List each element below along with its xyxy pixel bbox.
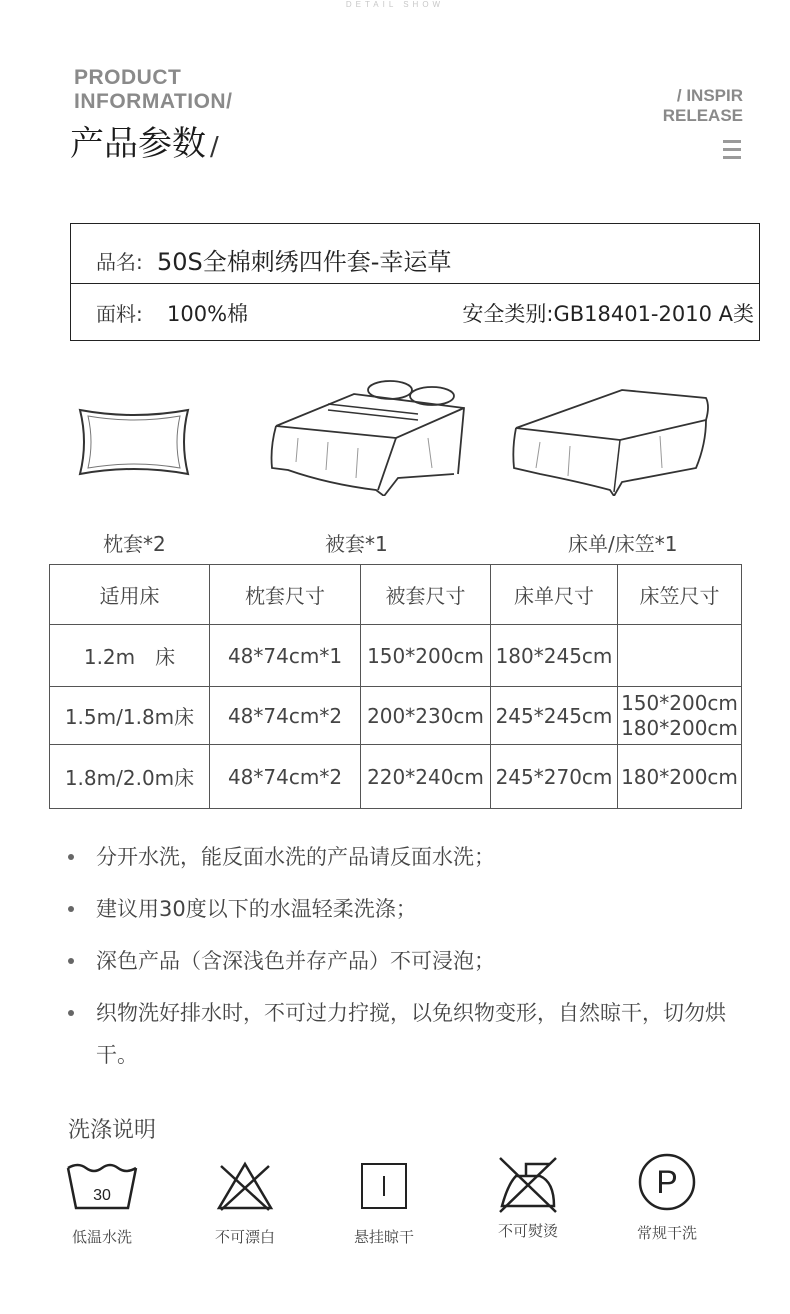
- care-notes: [66, 836, 746, 1086]
- wash-label: 不可熨烫: [497, 1222, 558, 1240]
- table-row: [50, 687, 742, 745]
- table-cell: 1.8m/2.0m床: [50, 745, 210, 809]
- wash-30-icon: [66, 1160, 138, 1212]
- page-title: [70, 116, 219, 165]
- care-note: 织物洗好排水时，不可过力拧搅，以免织物变形，自然晾干，切勿烘干。: [66, 992, 746, 1076]
- table-header: 枕套尺寸: [210, 565, 361, 625]
- top-tag: DETAIL SHOW: [345, 0, 445, 9]
- product-name-label: 品名:: [96, 250, 143, 274]
- inspir-line2: RELEASE: [662, 106, 743, 125]
- table-header: 适用床: [50, 565, 210, 625]
- pillowcase-icon: [74, 404, 196, 480]
- table-cell: 180*245cm: [491, 625, 618, 687]
- care-note: 建议用30度以下的水温轻柔洗涤；: [66, 888, 746, 930]
- table-cell: 245*270cm: [491, 745, 618, 809]
- page-title-text: 产品参数: [70, 124, 206, 164]
- table-cell: 1.5m/1.8m床: [50, 687, 210, 745]
- table-cell: 200*230cm: [361, 687, 491, 745]
- table-cell: 48*74cm*1: [210, 625, 361, 687]
- dry-clean-letter: P: [656, 1164, 678, 1200]
- english-title: [74, 66, 232, 114]
- table-header: 床单尺寸: [491, 565, 618, 625]
- table-cell: 48*74cm*2: [210, 745, 361, 809]
- wash-item-no-iron: [463, 1154, 593, 1241]
- table-cell: 180*200cm: [618, 745, 742, 809]
- english-title-line2: INFORMATION/: [74, 90, 233, 113]
- line-dry-icon: [358, 1160, 410, 1212]
- wash-label: 不可漂白: [214, 1228, 275, 1246]
- table-row: [50, 625, 742, 687]
- wash-item-dry-clean: [602, 1152, 732, 1243]
- product-name-value: 50S全棉刺绣四件套-幸运草: [157, 248, 452, 276]
- table-cell: [618, 625, 742, 687]
- wash-item-line-dry: [319, 1160, 449, 1247]
- bed-sheet-icon: [510, 384, 712, 496]
- size-table: [49, 564, 742, 809]
- table-cell: 245*245cm: [491, 687, 618, 745]
- product-name-row: [71, 224, 759, 284]
- item-label-sheet: 床单/床笠*1: [568, 532, 678, 556]
- no-bleach-icon: [215, 1160, 275, 1212]
- table-cell: 48*74cm*2: [210, 687, 361, 745]
- duvet-cover-icon: [268, 378, 474, 496]
- care-note: 分开水洗，能反面水洗的产品请反面水洗；: [66, 836, 746, 878]
- care-note: 深色产品（含深浅色并存产品）不可浸泡；: [66, 940, 746, 982]
- table-cell: 1.2m 床: [50, 625, 210, 687]
- table-header: 床笠尺寸: [618, 565, 742, 625]
- fabric-label: 面料:: [96, 302, 143, 326]
- table-header-row: [50, 565, 742, 625]
- table-row: [50, 745, 742, 809]
- wash-temp-number: 30: [93, 1187, 111, 1204]
- table-header: 被套尺寸: [361, 565, 491, 625]
- dry-clean-p-icon: [637, 1152, 697, 1212]
- fabric-value: 100%棉: [167, 302, 249, 326]
- wash-label: 悬挂晾干: [353, 1228, 414, 1246]
- wash-item-low-temp: [37, 1160, 167, 1247]
- page-title-slash: /: [210, 132, 219, 162]
- english-title-line1: PRODUCT: [74, 66, 182, 89]
- wash-item-no-bleach: [180, 1160, 310, 1247]
- table-cell: 150*200cm 180*200cm: [618, 687, 742, 745]
- table-cell: 150*200cm: [361, 625, 491, 687]
- item-label-duvet: 被套*1: [325, 532, 388, 556]
- item-label-pillowcase: 枕套*2: [103, 532, 166, 556]
- inspir-line1: / INSPIR: [676, 86, 743, 105]
- table-cell: 220*240cm: [361, 745, 491, 809]
- wash-label: 常规干洗: [636, 1224, 697, 1242]
- wash-title: 洗涤说明: [68, 1118, 157, 1143]
- inspir-tag: [663, 86, 743, 126]
- safety-category: 安全类别:GB18401-2010 A类: [462, 302, 754, 326]
- menu-icon: [723, 140, 741, 164]
- product-info-box: [70, 223, 760, 341]
- no-iron-icon: [496, 1154, 560, 1216]
- wash-label: 低温水洗: [71, 1228, 132, 1246]
